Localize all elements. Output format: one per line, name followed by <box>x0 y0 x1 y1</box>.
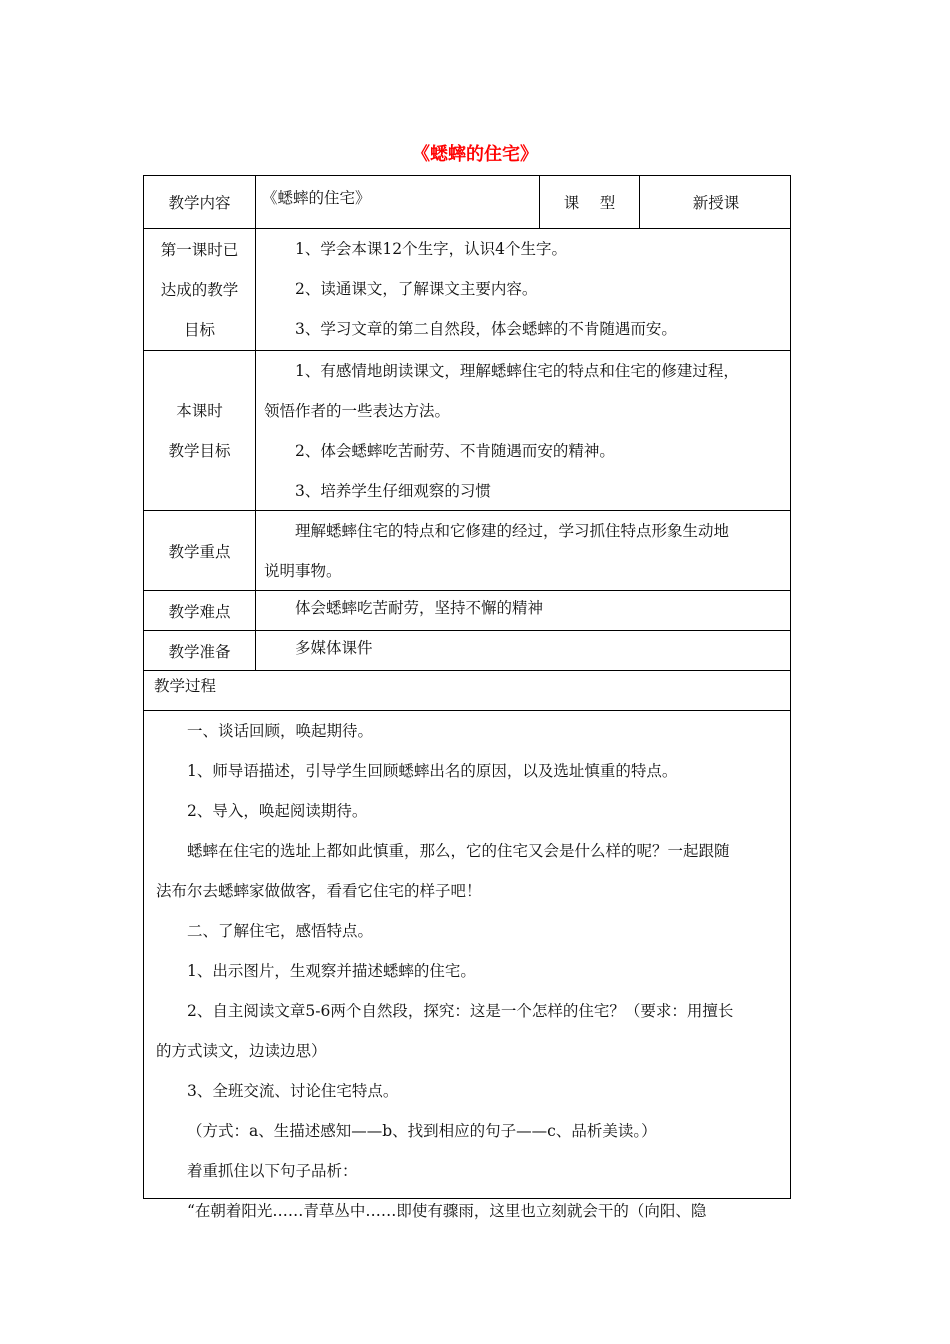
difficulties-content <box>256 591 792 630</box>
prev-goals-label-line: 目标 <box>183 320 215 339</box>
process-heading-cell <box>144 671 790 710</box>
difficulties-row <box>144 591 790 631</box>
content-label-cell <box>144 176 256 228</box>
process-paragraph-continued: 的方式读文，边读边思） <box>156 1042 327 1060</box>
preparation-text: 多媒体课件 <box>295 639 373 657</box>
goals-label-cell <box>144 351 256 510</box>
key-points-text-continued: 说明事物。 <box>264 562 342 580</box>
prev-goals-content <box>256 229 792 350</box>
key-points-label-cell <box>144 511 256 590</box>
goal-item-continued: 领悟作者的一些表达方法。 <box>264 402 451 420</box>
difficulties-label: 教学难点 <box>168 602 231 621</box>
process-paragraph: 着重抓住以下句子品析： <box>187 1162 358 1180</box>
process-paragraph: 二、了解住宅，感悟特点。 <box>187 922 374 940</box>
process-label: 教学过程 <box>154 677 217 695</box>
type-label: 课 型 <box>563 194 616 212</box>
content-label: 教学内容 <box>168 194 231 212</box>
prev-goal-item: 1、学会本课12个生字，认识4个生字。 <box>295 240 567 258</box>
process-heading-row <box>144 671 790 711</box>
process-paragraph: “在朝着阳光……青草丛中……即使有骤雨，这里也立刻就会干的（向阳、隐 <box>187 1202 707 1220</box>
key-points-content <box>256 511 792 590</box>
goal-item: 1、有感情地朗读课文，理解蟋蟀住宅的特点和住宅的修建过程， <box>295 362 739 380</box>
prev-goals-row <box>144 229 790 351</box>
key-points-label: 教学重点 <box>168 542 231 561</box>
content-value-cell <box>256 176 540 228</box>
prev-goals-label-cell <box>144 229 256 350</box>
prev-goal-item: 2、读通课文，了解课文主要内容。 <box>295 280 538 298</box>
header-row <box>144 176 790 229</box>
difficulties-text: 体会蟋蟀吃苦耐劳，坚持不懈的精神 <box>295 599 544 617</box>
key-points-text: 理解蟋蟀住宅的特点和它修建的经过，学习抓住特点形象生动地 <box>295 522 730 540</box>
process-paragraph: （方式：a、生描述感知——b、找到相应的句子——c、品析美读。） <box>187 1122 657 1140</box>
difficulties-label-cell <box>144 591 256 630</box>
preparation-label: 教学准备 <box>168 642 231 661</box>
process-paragraph: 3、全班交流、讨论住宅特点。 <box>187 1082 399 1100</box>
goals-label-line: 教学目标 <box>168 441 231 460</box>
prev-goals-label-line: 达成的教学 <box>160 280 239 299</box>
process-paragraph: 1、师导语描述，引导学生回顾蟋蟀出名的原因，以及选址慎重的特点。 <box>187 762 678 780</box>
goals-label-line: 本课时 <box>176 401 223 420</box>
type-value: 新授课 <box>692 194 740 212</box>
type-value-cell <box>640 176 792 228</box>
type-label-cell <box>540 176 640 228</box>
preparation-label-cell <box>144 631 256 670</box>
process-paragraph: 2、自主阅读文章5-6两个自然段，探究：这是一个怎样的住宅？（要求：用擅长 <box>187 1002 734 1020</box>
process-paragraph: 2、导入，唤起阅读期待。 <box>187 802 368 820</box>
lesson-plan-table <box>143 175 791 1220</box>
process-paragraph: 1、出示图片，生观察并描述蟋蟀的住宅。 <box>187 962 476 980</box>
process-paragraph: 一、谈话回顾，唤起期待。 <box>187 722 374 740</box>
process-paragraph: 蟋蟀在住宅的选址上都如此慎重，那么，它的住宅又会是什么样的呢？一起跟随 <box>187 842 730 860</box>
preparation-content <box>256 631 792 670</box>
key-points-row <box>144 511 790 591</box>
process-paragraph-continued: 法布尔去蟋蟀家做做客，看看它住宅的样子吧！ <box>156 882 482 900</box>
goals-content <box>256 351 792 510</box>
document-title: 《蟋蟀的住宅》 <box>412 144 538 165</box>
goal-item: 2、体会蟋蟀吃苦耐劳、不肯随遇而安的精神。 <box>295 442 615 460</box>
goal-item: 3、培养学生仔细观察的习惯 <box>295 482 491 500</box>
goals-row <box>144 351 790 511</box>
preparation-row <box>144 631 790 671</box>
prev-goals-label-line: 第一课时已 <box>160 240 239 259</box>
content-value: 《蟋蟀的住宅》 <box>262 189 371 207</box>
process-body <box>144 711 790 1231</box>
prev-goal-item: 3、学习文章的第二自然段，体会蟋蟀的不肯随遇而安。 <box>295 320 677 338</box>
